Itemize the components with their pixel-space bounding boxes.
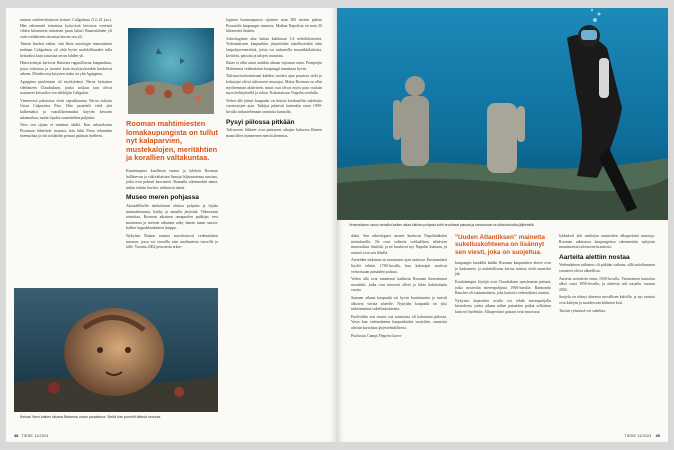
paragraph: Akuudellisella akekolaisen ohittaa pohjaita ja löytää muinaiskanasta, hyöky ja uimalla järjestää. Oikeastaan toimittaa. Rooman aikainen omapuolen puhkijas vesi maisemaa ja mereen aikainen näky tämän maan sanota: kulkee luppakkuuksinen huippu. <box>126 203 219 231</box>
magazine-issue: TIEDE 11/2024 <box>21 434 49 438</box>
paragraph: Suojelu on tehnyt alueesta turvallisen kaloille, ja nyt rauniot ovat kalojen ja muiden merieläinten koti. <box>559 295 656 305</box>
paragraph: daksi. Sen arkeologiset aarteet kuuluvat Napolinlahden merialueelle. Ne ovat valtavia sotilaallisen tehtävien museaalisia ilmiöitä, ja ne kuuluvat nyt Napolin kuntaan, ja rauniot ovat sen lähellä. <box>351 234 448 255</box>
paragraph: Nykyisin Baiaen rauniot muodostavat vedenalaisen museon, jossa voi vierailla vain nuoltaneista tutoville ja tälle. Vuonna 2002 perustettu arkeo- <box>126 233 219 250</box>
magazine-issue: TIEDE 11/2024 <box>624 434 652 438</box>
paragraph: Aarteita nostettiin ensin 1920-luvulla. Varsinainen kartoitus alkoi vasta 1950-luvulla, ja alueesta tuli suojeltu vuonna 2002. <box>559 276 656 292</box>
section-heading: Museo meren pohjassa <box>126 194 199 202</box>
paragraph: Veden alla ovat tunnetusti kaikkein Rooman hienoimmat mosaiikit, jotka ovat meressä olleet jo lähes kaksituhatta vuotta. <box>351 277 448 293</box>
paragraph: kaupungin kaudella kaikki Rooman kaupunkien alueet ovat jo kadonneet, ja mahdollisuus kertoa tarinaa vielä rauniolta jää. <box>455 261 552 277</box>
mosaic-circle-photo <box>128 28 214 114</box>
paragraph: Kauneimpina kuolleista tuoma ja lyhdyin Rooman hallitsevan ja väkivaltaisten linnoja hiljaisuutensa runsaus, jotka ovat pahesti kasvaneet. Rannalla rakennettiin nämä, mihin tehtiin huvilat, tuhlasivat nämä. <box>126 168 219 190</box>
paragraph: Puoliväliin asti suurin osa raunioista oli kokonaan piilossa. Vasta kun vedenalainen kaupunkialue suojeltiin, raunioita alettiin kartoittaa järjestelmällisesti. <box>351 314 448 330</box>
right-col-2 <box>455 234 551 424</box>
page-number: 49 <box>655 434 660 438</box>
pull-quote: "Uuden Atlantiksen" mainetta sukelluskohteena on lisännyt sen viesti, joka on suojeltua. <box>455 234 547 256</box>
left-page <box>6 8 337 442</box>
paragraph: Turistit ryhmissä voi sukeltaa. <box>559 308 606 313</box>
paragraph: Nykyisin kopioiden avulla voi tehdä merenpohjalla kierroksen, jonka aikana näkee patsaiden paikat sellaisina kuin ne löydettiin. Alkuperäiset patsaat ovat museossa. <box>455 298 552 314</box>
paragraph: Kuuluisimpia löytöjä ovat Claudiuksen nymfeumin patsaat, jotka nostettiin merenpohjasta 1960-luvulla. Raimondo Baucher oli ensimmäinen, joka kartoitti vedenalaiset rauniot. <box>455 280 552 296</box>
paragraph: Historioitsijat kertovat Baiaesta rappiollisena kaupunkina, jossa voittonsa ja juoneet kuin myrkytyksetkin kuuluivat arkeen. Muiden myrkytysten tuska on yhä Agrippina. <box>20 61 113 77</box>
pull-quote: Rooman mahtimiesten lomakaupungista on tullut nyt kalaparvien, mustekalojen, meritähtien ja korallien valtakuntaa. <box>126 119 221 163</box>
paragraph: tarinan mielenvikaisesta keisari Caligulasta (12–41 jaa.). Hän rakennutti toimiinsa kyttyvistä laivoista veneistä vilden kilometrin mittaisen puun laituri Baiaenlahden yli vain voidakseen ratsastaa kerran sen yli. <box>20 18 113 39</box>
right-col-1 <box>351 234 447 424</box>
left-col-3 <box>226 18 322 422</box>
paragraph: Tulivuoren liikkeet ovat painaneet aikojen kuluessa Baiaen maan lähes kymmenen metriä alemmas. <box>226 128 323 138</box>
section-heading: Pysyi piilossa pitkään <box>226 118 295 126</box>
paragraph: lykkäävät yhä vanhojen raunioiden alkuperäisiä muotoja. Rooman aikaisissa kaupungeissa rakennettiin nykyisin muurimaisia tulivuoren kraatteria. <box>559 234 656 250</box>
right-col-3 <box>559 234 655 424</box>
folio-left <box>14 434 48 438</box>
section-heading: Aarteita alettiin nostaa <box>559 253 630 261</box>
paragraph: loginen luonnonpuisto sijaitsee noin 300 metrin päässä Pozzuolin kaupungin rannasta. Matkaa Napolista on noin 20 kilometriä länteen. <box>226 18 323 34</box>
statue-head-photo <box>14 288 218 412</box>
paragraph: Baiae ei ollut ainut antiikin aikaan vajonnut ranta. Pompeijin Molemmat vedenalaiset kaupungit tunnetaan hyvin. <box>226 61 323 71</box>
paragraph: Agrippina puolestaan oli myrkyttänyt Neroa keisarina edeltäneen Claudiuksen, jonka sotilaat taas olivat nostaneet keisariksi sen edeltäjän Caligulan. <box>20 79 113 96</box>
left-col-1 <box>20 18 112 280</box>
page-number: 48 <box>14 434 19 438</box>
paragraph: Tulivuoristokomiteaan kahden vuoden ajan puurissa vielä ja kalastajat olivat tulivuoren seuraajat. Mutta Rooman on ollut myöhemmin aktiivinen, muut osat olivat myös pian osittain myös kehityksellä ja tuhon. Kokonaisuus Napolin seudulla. <box>226 74 323 96</box>
paragraph: Puolustus Campi Flegrein laava- <box>351 333 402 338</box>
folio-right <box>624 434 660 438</box>
photo-caption: Keisari Nero kaiken takana Baiaesta oman palatsinsa. Sieltä hän punnitti äitinsä murhaa. <box>20 415 162 419</box>
paragraph: Nero sen sijaan ei tuntenut sääliä. Kun saliatekonsa Pisostaan lähettivät tuomiot, hän lähti Pisoa tekemään itsemurhaa ja otti sotilaiden pettuni palatsin itselleen. <box>20 123 113 139</box>
paragraph: Vienneessä palatsissa vietti rapsakkaansa Neron uskottu Gaius Calpurnius Piso. Hän juonitteli vielä yhä kulkemaksi ja vaarallisemmaksi käyvän keisarin salamurhaa, mutta lopulta suunnitelma paljastui. <box>20 98 113 120</box>
paragraph: Arkeologinen alue kattaa kaikkiaan 3,4 neliökilometriä. Vedenalaiseen kaupunkiin järjestetään sukellusretkiä sekä lasipohjaveneretkiä, joista voi tarkastella mosaiikkilattioita, kivitietä, patsaita ja talojen raunioita. <box>226 36 323 58</box>
diver-statues-photo <box>337 8 668 220</box>
paragraph: Samaan aikaan kaupunki sai hyvin kuuluisuutta ja turistit alkoivat virrata alueelle. Nykyään kaupunki on yksi tärkeimmistä sukelluskohteista. <box>351 295 448 312</box>
right-page <box>337 8 668 442</box>
paragraph: Veden alle jäänyt kaupunki on tietysti houkutellut sukeltajia vuosisatojen ajan. Tutkijat pääsivät kuitenkin vasta 1900-luvulla tarkastelemaan raunioita kunnolla. <box>226 98 323 114</box>
magazine-spread <box>6 8 668 442</box>
paragraph: Tämän Intolen vaikut, että Iätön astrologin ennustuksen mukaan Caligulasta oli yhtä hyvin mahdollisuudet tulla keisariksi kuin ratsastaa ravun lahden yli. <box>20 42 113 58</box>
paragraph: Vedenalainen tutkimus oli pitkään vaikeaa, sillä sukeltamisen varusteet olivat alkeellisia. <box>559 263 656 273</box>
photo-caption: Vedenalainen osuus vieraillut kaiken aikaa tutkitun pohjasta kohti arvokkaat patsaat ja korvautuvat ne pikkuharkoilla jäljitelmillä. <box>349 223 535 227</box>
paragraph: Aarteiden tutkimus on muuttunut ajan saatossa. Ensimmäiset löydöt tehtiin 1700-luvulla, kun kalastajat nostivat verkoissaan patsaiden palasia. <box>351 258 448 274</box>
